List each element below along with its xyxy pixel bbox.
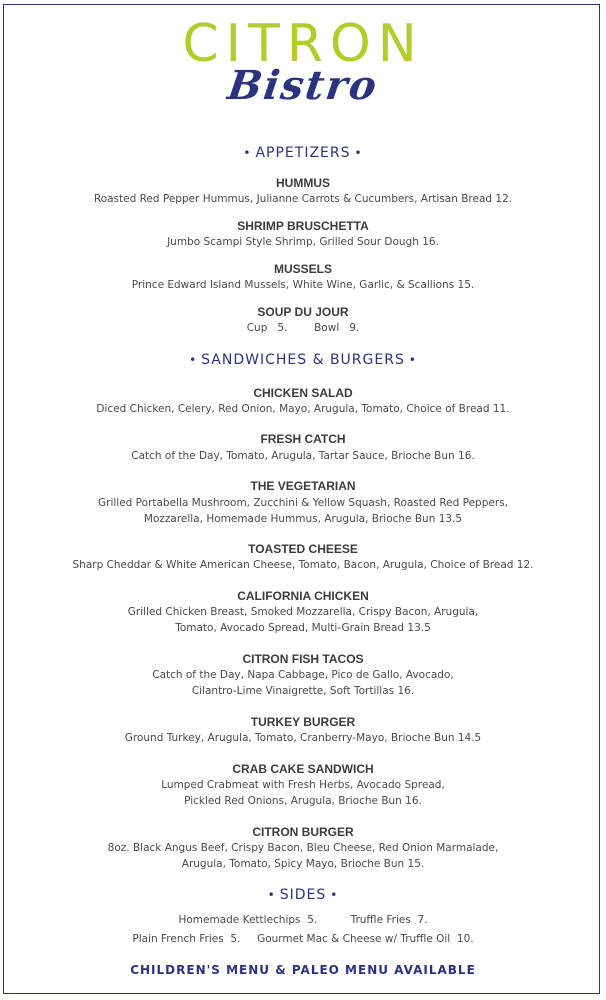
sides-line-1: Homemade Kettlechips 5. Truffle Fries 7. bbox=[178, 914, 428, 926]
item-desc-toasted-cheese: Sharp Cheddar & White American Cheese, Tomato, Bacon, Arugula, Choice of Bread 12. bbox=[72, 559, 534, 571]
item-name-fresh-catch: FRESH CATCH bbox=[260, 432, 346, 446]
item-desc-crab-cake-sandwich-line1: Lumped Crabmeat with Fresh Herbs, Avocado Spread, bbox=[161, 779, 445, 791]
item-desc-citron-fish-tacos-line1: Catch of the Day, Napa Cabbage, Pico de Gallo, Avocado, bbox=[152, 669, 454, 681]
dot-icon: • bbox=[354, 146, 363, 160]
item-desc-citron-burger-line1: 8oz. Black Angus Beef, Crispy Bacon, Bleu Cheese, Red Onion Marmalade, bbox=[107, 842, 499, 854]
dot-icon: • bbox=[330, 888, 339, 902]
item-name-the-vegetarian: THE VEGETARIAN bbox=[250, 479, 356, 493]
item-name-turkey-burger: TURKEY BURGER bbox=[250, 715, 356, 729]
section-title-sides: • SIDES • bbox=[267, 887, 339, 903]
item-desc-soup-du-jour: Cup 5. Bowl 9. bbox=[246, 322, 360, 334]
dot-icon: • bbox=[267, 888, 276, 902]
dot-icon: • bbox=[189, 353, 198, 367]
item-desc-hummus: Roasted Red Pepper Hummus, Julianne Carrots & Cucumbers, Artisan Bread 12. bbox=[93, 193, 513, 205]
item-name-mussels: MUSSELS bbox=[273, 262, 332, 276]
item-name-crab-cake-sandwich: CRAB CAKE SANDWICH bbox=[232, 762, 374, 776]
item-desc-mussels: Prince Edward Island Mussels, White Wine, Garlic, & Scallions 15. bbox=[131, 279, 475, 291]
brand-subtitle: Bistro bbox=[224, 62, 382, 109]
item-desc-the-vegetarian-line1: Grilled Portabella Mushroom, Zucchini & Yellow Squash, Roasted Red Peppers, bbox=[98, 497, 508, 509]
item-desc-california-chicken-line2: Tomato, Avocado Spread, Multi-Grain Bread 13.5 bbox=[175, 622, 431, 634]
item-desc-fresh-catch: Catch of the Day, Tomato, Arugula, Tartar Sauce, Brioche Bun 16. bbox=[131, 450, 475, 462]
section-title-appetizers: • APPETIZERS • bbox=[243, 145, 363, 161]
item-desc-shrimp-bruschetta: Jumbo Scampi Style Shrimp, Grilled Sour Dough 16. bbox=[167, 236, 439, 248]
sides-line-2: Plain French Fries 5. Gourmet Mac & Cheese w/ Truffle Oil 10. bbox=[132, 933, 474, 945]
item-desc-turkey-burger: Ground Turkey, Arugula, Tomato, Cranberry-Mayo, Brioche Bun 14.5 bbox=[124, 732, 482, 744]
item-name-toasted-cheese: TOASTED CHEESE bbox=[248, 542, 358, 556]
item-desc-the-vegetarian-line2: Mozzarella, Homemade Hummus, Arugula, Brioche Bun 13.5 bbox=[143, 513, 463, 525]
item-name-citron-fish-tacos: CITRON FISH TACOS bbox=[242, 652, 364, 666]
dot-icon: • bbox=[243, 146, 252, 160]
item-desc-crab-cake-sandwich-line2: Pickled Red Onions, Arugula, Brioche Bun 16. bbox=[184, 795, 422, 807]
item-name-chicken-salad: CHICKEN SALAD bbox=[253, 386, 353, 400]
item-name-hummus: HUMMUS bbox=[276, 176, 330, 190]
item-name-soup-du-jour: SOUP DU JOUR bbox=[257, 305, 349, 319]
brand-name: CITRON bbox=[182, 14, 424, 74]
item-name-california-chicken: CALIFORNIA CHICKEN bbox=[237, 589, 369, 603]
item-desc-california-chicken-line1: Grilled Chicken Breast, Smoked Mozzarella, Crispy Bacon, Arugula, bbox=[127, 606, 479, 618]
item-desc-citron-fish-tacos-line2: Cilantro-Lime Vinaigrette, Soft Tortillas 16. bbox=[191, 685, 415, 697]
item-name-citron-burger: CITRON BURGER bbox=[252, 825, 354, 839]
section-title-sandwiches: • SANDWICHES & BURGERS • bbox=[189, 352, 417, 368]
item-desc-chicken-salad: Diced Chicken, Celery, Red Onion, Mayo, Arugula, Tomato, Choice of Bread 11. bbox=[96, 403, 510, 415]
item-name-shrimp-bruschetta: SHRIMP BRUSCHETTA bbox=[237, 219, 369, 233]
footer-note: CHILDREN'S MENU & PALEO MENU AVAILABLE bbox=[130, 963, 476, 977]
dot-icon: • bbox=[408, 353, 417, 367]
item-desc-citron-burger-line2: Arugula, Tomato, Spicy Mayo, Brioche Bun 15. bbox=[181, 858, 425, 870]
